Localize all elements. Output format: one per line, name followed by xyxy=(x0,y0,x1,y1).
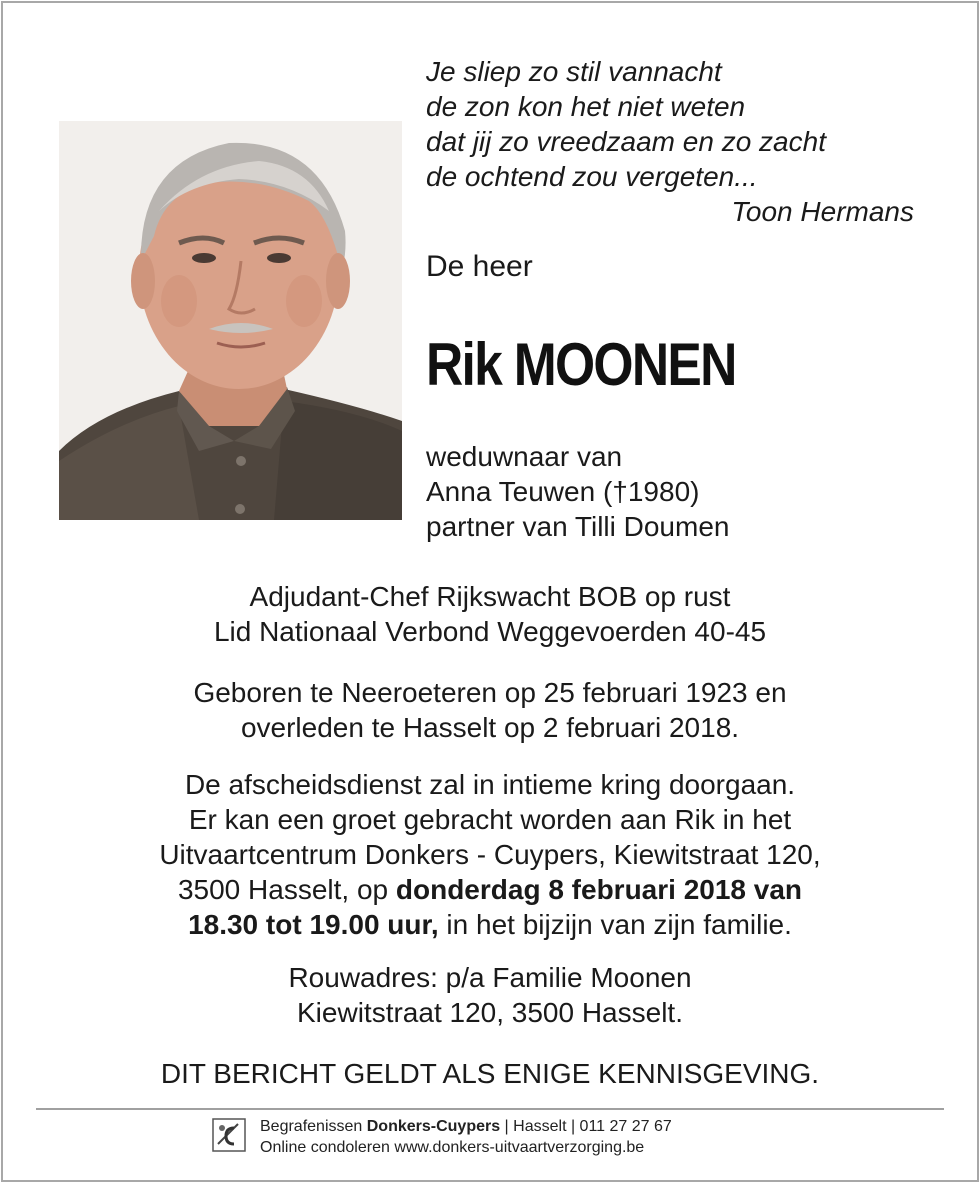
deceased-name: Rik MOONEN xyxy=(426,331,736,398)
service-time: 18.30 tot 19.00 uur, xyxy=(188,909,439,940)
service-date: donderdag 8 februari 2018 van xyxy=(395,874,803,905)
title-line: Adjudant-Chef Rijkswacht BOB op rust xyxy=(249,581,731,612)
address-line: Kiewitstraat 120, 3500 Hasselt. xyxy=(297,997,683,1028)
service-line: Er kan een groet gebracht worden aan Rik in het xyxy=(188,804,792,835)
footer-text xyxy=(260,1116,672,1158)
service-line xyxy=(40,872,940,907)
service-text: in het bijzijn van zijn familie. xyxy=(438,909,792,940)
life-dates xyxy=(40,675,940,745)
poem-author: Toon Hermans xyxy=(731,196,914,227)
service-line: Uitvaartcentrum Donkers - Cuypers, Kiewitstraat 120, xyxy=(159,839,821,870)
life-line: Geboren te Neeroeteren op 25 februari 1923 en xyxy=(193,677,787,708)
notice xyxy=(40,1056,940,1091)
poem-line: de ochtend zou vergeten... xyxy=(426,161,758,192)
salutation: De heer xyxy=(426,250,533,283)
portrait-illustration xyxy=(59,121,402,520)
address-line: Rouwadres: p/a Familie Moonen xyxy=(288,962,692,993)
title-line: Lid Nationaal Verbond Weggevoerden 40-45 xyxy=(213,616,767,647)
condolence-link[interactable]: Online condoleren www.donkers-uitvaartverzorging.be xyxy=(260,1139,645,1156)
portrait-photo xyxy=(59,121,402,520)
poem-line: Je sliep zo stil vannacht xyxy=(426,56,722,87)
life-line: overleden te Hasselt op 2 februari 2018. xyxy=(240,712,740,743)
poem-line: de zon kon het niet weten xyxy=(426,91,746,122)
notice-text: DIT BERICHT GELDT ALS ENIGE KENNISGEVING. xyxy=(160,1058,820,1089)
relations xyxy=(426,439,729,544)
footer-divider xyxy=(36,1108,944,1110)
company-line xyxy=(260,1116,672,1137)
service-info xyxy=(40,767,940,942)
titles xyxy=(40,579,940,649)
company-prefix: Begrafenissen xyxy=(260,1118,367,1135)
relation-line: weduwnaar van xyxy=(426,441,623,472)
service-line xyxy=(40,907,940,942)
funeral-home-logo-icon xyxy=(212,1118,246,1152)
company-name: Donkers-Cuypers xyxy=(366,1118,501,1135)
footer xyxy=(212,1116,772,1162)
mourning-address xyxy=(40,960,940,1030)
service-line: De afscheidsdienst zal in intieme kring doorgaan. xyxy=(184,769,796,800)
relation-line: partner van Tilli Doumen xyxy=(426,511,730,542)
poem-line: dat jij zo vreedzaam en zo zacht xyxy=(426,126,826,157)
poem xyxy=(426,54,914,229)
relation-line: Anna Teuwen (†1980) xyxy=(426,476,700,507)
company-contact: | Hasselt | 011 27 27 67 xyxy=(500,1118,672,1135)
service-text: 3500 Hasselt, op xyxy=(177,874,396,905)
